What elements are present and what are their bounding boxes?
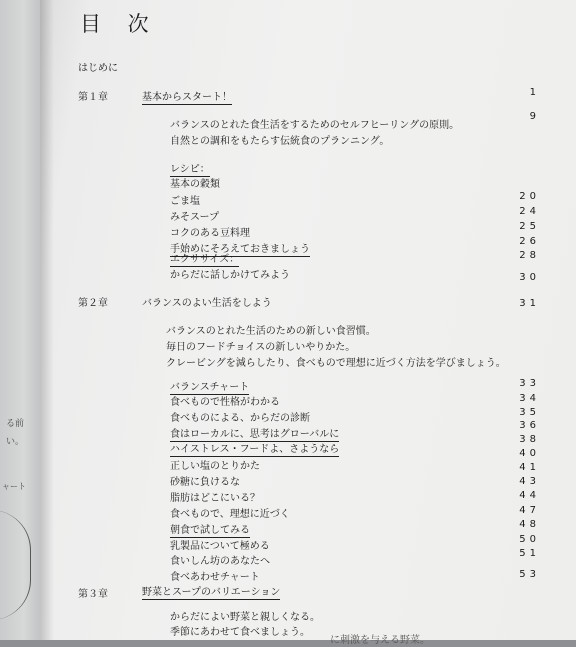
toc-item-page: 30 (519, 272, 540, 283)
chapter-2-title: バランスのよい生活をしよう (142, 298, 272, 309)
toc-page (40, 0, 576, 646)
toc-item-page: 50 (519, 534, 540, 545)
toc-item: 食べもので性格がわかる (170, 397, 280, 408)
chapter-1-page: 1 (529, 87, 540, 98)
toc-item: 基本の穀類 (170, 179, 220, 190)
toc-item: 食べあわせチャート (170, 572, 260, 583)
chapter-2-extra-page: 53 (519, 569, 540, 580)
toc-item-page: 26 (519, 236, 540, 247)
toc-item: 砂糖に負けるな (170, 477, 240, 488)
gutter-shadow (40, 0, 54, 640)
chapter-2-desc-line: クレービングを減らしたり、食べもので理想に近づく方法を学びましょう。 (166, 358, 506, 369)
toc-item-page: 20 (519, 191, 540, 202)
recipe-heading: レシピ： (170, 164, 210, 175)
toc-item-page: 40 (519, 448, 540, 459)
toc-item: 食べものによる、からだの診断 (170, 413, 310, 424)
toc-item: 手始めにそろえておきましょう (170, 244, 310, 255)
toc-item: バランスチャート (170, 382, 250, 393)
chapter-3-desc-line: からだによい野菜と親しくなる。 (170, 612, 320, 623)
toc-item-page: 43 (519, 476, 540, 487)
chapter-2-desc-line: バランスのとれた生活のための新しい食習慣。 (166, 326, 376, 337)
exercise-heading: エクササイズ： (170, 254, 240, 265)
toc-item: ハイストレス・フードよ、さようなら (170, 444, 340, 455)
toc-item-page: 48 (519, 519, 540, 530)
toc-item-page: 51 (519, 548, 540, 559)
toc-item-page: 47 (519, 505, 540, 516)
chapter-1-label: 第１章 (78, 92, 108, 103)
toc-item-page: 36 (519, 420, 540, 431)
toc-item-page: 35 (519, 407, 540, 418)
toc-item-page: 38 (519, 434, 540, 445)
adjacent-page-text: い。 (6, 437, 25, 447)
intro-entry: はじめに (78, 63, 118, 74)
toc-item: コクのある豆料理 (170, 228, 250, 239)
chapter-1-extra-page: 9 (529, 111, 540, 122)
chapter-2-desc-line: 毎日のフードチョイスの新しいやりかた。 (166, 342, 356, 353)
chapter-3-label: 第３章 (78, 589, 108, 600)
chapter-3-desc-line: 季節にあわせて食べましょう。 (170, 627, 310, 638)
toc-item-page: 33 (519, 378, 540, 389)
toc-item-page: 25 (519, 221, 540, 232)
adjacent-page-text: ャート (2, 482, 26, 491)
toc-item: 朝食で試してみる (170, 525, 250, 536)
chapter-1-title: 基本からスタート！ (142, 92, 232, 103)
toc-item: ごま塩 (170, 196, 200, 207)
toc-item: 食べもので、理想に近づく (170, 509, 290, 520)
toc-item-page: 34 (519, 393, 540, 404)
chapter-2-label: 第２章 (78, 298, 108, 309)
toc-item-page: 28 (519, 250, 540, 261)
chapter-3-desc-line: に刺激を与える野菜。 (330, 635, 430, 646)
toc-item: みそスープ (170, 212, 219, 223)
chapter-1-desc-line: バランスのとれた食生活をするためのセルフヒーリングの原則。 (170, 120, 460, 131)
page-title: 目 次 (80, 12, 159, 36)
chapter-1-desc-line: 自然との調和をもたらす伝統食のプランニング。 (170, 136, 390, 147)
adjacent-page-curve (0, 510, 31, 620)
toc-item: 食はローカルに、思考はグローバルに (170, 429, 340, 440)
toc-item: 乳製品について極める (170, 541, 270, 552)
toc-item: からだに話しかけてみよう (170, 270, 290, 281)
toc-item-page: 24 (519, 206, 540, 217)
toc-item: 正しい塩のとりかた (170, 461, 260, 472)
adjacent-page (0, 0, 40, 640)
chapter-2-page: 31 (519, 298, 540, 309)
toc-item: 食いしん坊のあなたへ (170, 556, 270, 567)
toc-item: 脂肪はどこにいる？ (170, 493, 260, 504)
toc-item-page: 44 (519, 490, 540, 501)
adjacent-page-text: る前 (6, 419, 25, 429)
chapter-3-title: 野菜とスープのバリエーション (142, 587, 281, 598)
toc-item-page: 41 (519, 462, 540, 473)
